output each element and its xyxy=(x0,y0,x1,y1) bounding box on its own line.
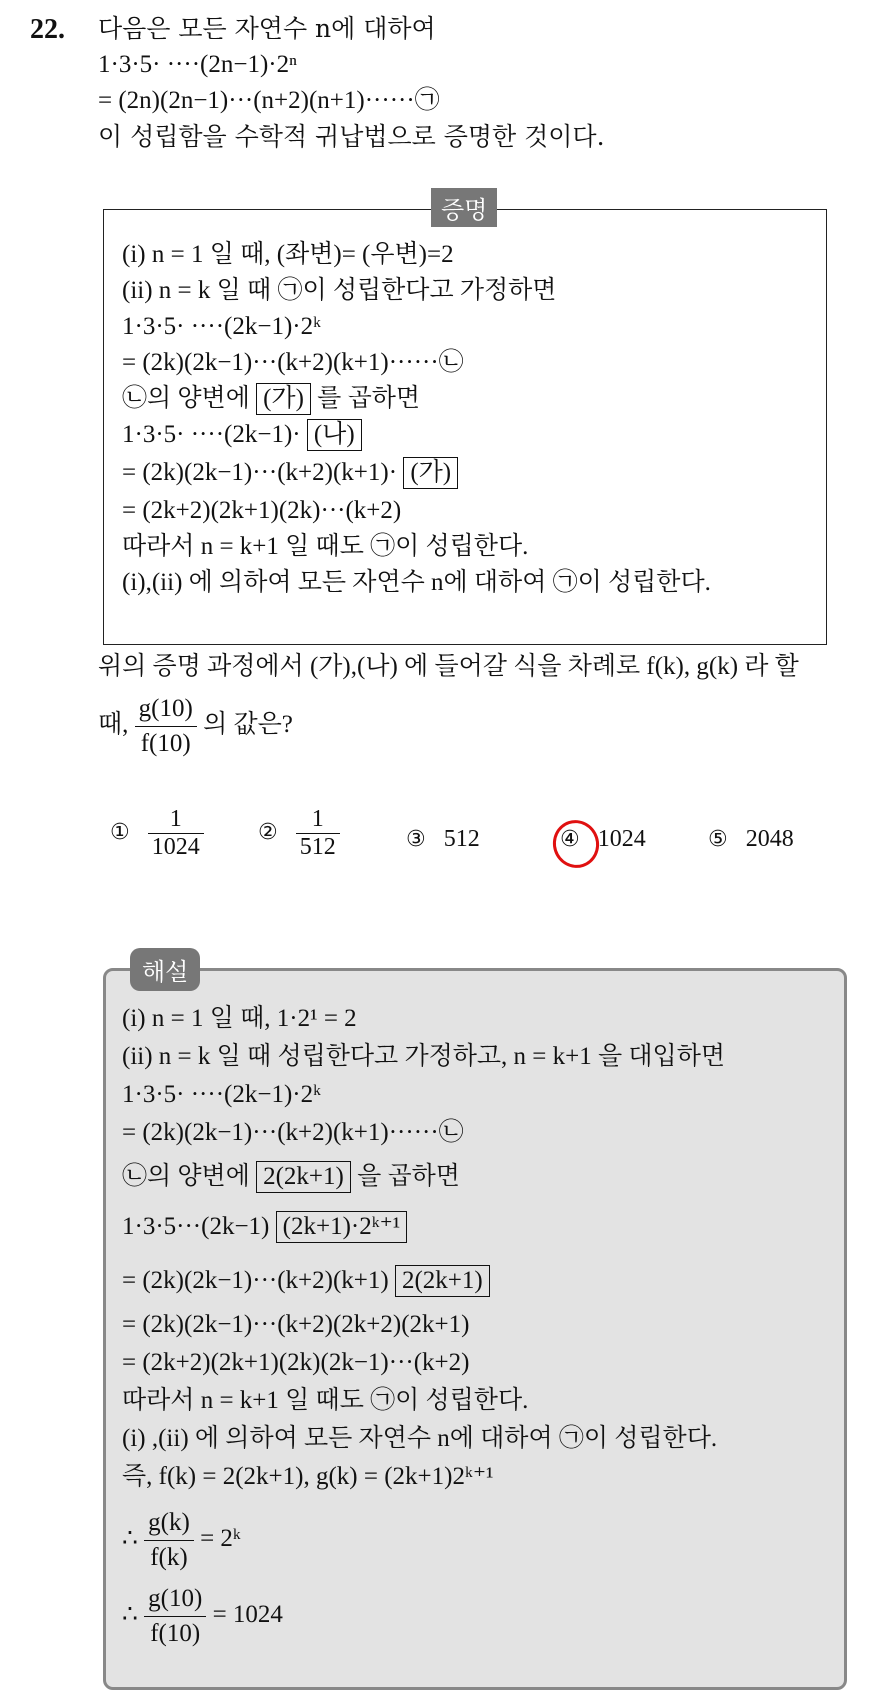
ask-fraction-den: f(10) xyxy=(140,730,191,757)
therefore-symbol-1: ∴ xyxy=(122,1525,138,1553)
solution-fraction-k-num: g(k) xyxy=(144,1506,194,1541)
ask-line-2 xyxy=(98,692,293,761)
choice-5-text: 2048 xyxy=(745,826,794,852)
solution-line-5-suffix: 을 곱하면 xyxy=(357,1163,460,1190)
ask-line-1: 위의 증명 과정에서 (가),(나) 에 들어갈 식을 차례로 f(k), g(k) 라 할 xyxy=(98,653,799,680)
solution-line-2: (ii) n = k 일 때 성립한다고 가정하고, n = k+1 을 대입하면 xyxy=(122,1043,725,1070)
solution-fraction-10-den: f(10) xyxy=(150,1620,201,1647)
blank-na-box: (나) xyxy=(307,419,362,451)
choice-2-num: 1 xyxy=(296,806,340,834)
solution-line-4: = (2k)(2k−1)···(k+2)(k+1)······㉡ xyxy=(122,1119,464,1146)
question-intro-2: 이 성립함을 수학적 귀납법으로 증명한 것이다. xyxy=(98,122,605,151)
proof-line-5-suffix: 를 곱하면 xyxy=(317,385,421,412)
solution-na-box: (2k+1)·2ᵏ⁺¹ xyxy=(276,1211,408,1243)
choice-3-mark: ③ xyxy=(406,827,426,852)
proof-line-5 xyxy=(122,382,420,416)
solution-fraction-10 xyxy=(144,1582,206,1651)
solution-line-12: 즉, f(k) = 2(2k+1), g(k) = (2k+1)2ᵏ⁺¹ xyxy=(122,1463,494,1490)
blank-ga-box: (가) xyxy=(256,383,311,415)
ask-suffix: 의 값은? xyxy=(203,711,293,739)
proof-line-6 xyxy=(122,418,362,452)
solution-line-6-prefix: 1·3·5···(2k−1) xyxy=(122,1213,270,1240)
proof-line-8: = (2k+2)(2k+1)(2k)···(k+2) xyxy=(122,497,402,524)
proof-line-9: 따라서 n = k+1 일 때도 ㉠이 성립한다. xyxy=(122,533,529,560)
choice-3-text: 512 xyxy=(443,826,480,852)
statement-line-2: = (2n)(2n−1)···(n+2)(n+1)······㉠ xyxy=(98,87,440,114)
solution-line-13-rhs: = 2ᵏ xyxy=(200,1525,241,1553)
choice-1[interactable] xyxy=(110,806,204,861)
choice-4-text: 1024 xyxy=(597,826,646,852)
solution-ga-box: 2(2k+1) xyxy=(256,1161,351,1193)
proof-line-7 xyxy=(122,456,458,490)
question-number: 22. xyxy=(30,14,65,45)
choice-1-fraction xyxy=(148,806,204,861)
proof-line-4: = (2k)(2k−1)···(k+2)(k+1)······㉡ xyxy=(122,349,464,376)
solution-line-10: 따라서 n = k+1 일 때도 ㉠이 성립한다. xyxy=(122,1387,529,1414)
solution-line-7-prefix: = (2k)(2k−1)···(k+2)(k+1) xyxy=(122,1267,389,1294)
ask-fraction-num: g(10) xyxy=(135,692,197,727)
blank-ga-box-2: (가) xyxy=(403,457,458,489)
solution-line-14 xyxy=(122,1582,283,1651)
solution-line-5 xyxy=(122,1160,460,1194)
solution-line-11: (i) ,(ii) 에 의하여 모든 자연수 n에 대하여 ㉠이 성립한다. xyxy=(122,1425,718,1452)
proof-line-1: (i) n = 1 일 때, (좌변)= (우변)=2 xyxy=(122,241,454,268)
solution-fraction-k xyxy=(144,1506,194,1575)
statement-line-1: 1·3·5· ····(2n−1)·2ⁿ xyxy=(98,51,297,78)
proof-line-3: 1·3·5· ····(2k−1)·2ᵏ xyxy=(122,313,321,340)
choice-2[interactable] xyxy=(258,806,340,861)
therefore-symbol-2: ∴ xyxy=(122,1601,138,1629)
proof-line-7-prefix: = (2k)(2k−1)···(k+2)(k+1)· xyxy=(122,459,398,486)
solution-tag: 해설 xyxy=(130,948,200,991)
choice-3[interactable] xyxy=(406,826,480,853)
choice-5[interactable] xyxy=(708,826,794,853)
solution-line-14-rhs: = 1024 xyxy=(212,1601,283,1629)
solution-line-9: = (2k+2)(2k+1)(2k)(2k−1)···(k+2) xyxy=(122,1349,470,1376)
proof-line-6-prefix: 1·3·5· ····(2k−1)· xyxy=(122,421,301,448)
choice-1-num: 1 xyxy=(148,806,204,834)
choice-5-mark: ⑤ xyxy=(708,827,728,852)
solution-line-8: = (2k)(2k−1)···(k+2)(2k+2)(2k+1) xyxy=(122,1311,470,1338)
choice-2-fraction xyxy=(296,806,340,861)
solution-line-6 xyxy=(122,1210,407,1244)
choice-2-mark: ② xyxy=(258,820,278,846)
solution-fraction-k-den: f(k) xyxy=(150,1544,188,1571)
solution-fraction-10-num: g(10) xyxy=(144,1582,206,1617)
selected-answer-circle xyxy=(547,814,606,874)
proof-line-2: (ii) n = k 일 때 ㉠이 성립한다고 가정하면 xyxy=(122,277,557,304)
solution-line-5-prefix: ㉡의 양변에 xyxy=(122,1163,250,1190)
proof-line-10: (i),(ii) 에 의하여 모든 자연수 n에 대하여 ㉠이 성립한다. xyxy=(122,569,711,596)
ask-fraction xyxy=(135,692,197,761)
choice-4-mark: ④ xyxy=(560,827,580,852)
choice-2-den: 512 xyxy=(299,834,336,860)
solution-line-1: (i) n = 1 일 때, 1·2¹ = 2 xyxy=(122,1005,357,1032)
solution-line-13 xyxy=(122,1506,241,1575)
solution-line-7 xyxy=(122,1264,490,1298)
proof-tag: 증명 xyxy=(431,188,497,227)
proof-line-5-prefix: ㉡의 양변에 xyxy=(122,385,250,412)
choice-1-mark: ① xyxy=(110,820,130,846)
question-intro-1: 다음은 모든 자연수 n에 대하여 xyxy=(98,14,436,43)
ask-prefix: 때, xyxy=(98,711,129,739)
choice-1-den: 1024 xyxy=(151,834,200,860)
solution-line-3: 1·3·5· ····(2k−1)·2ᵏ xyxy=(122,1081,321,1108)
solution-ga-box-2: 2(2k+1) xyxy=(395,1265,490,1297)
